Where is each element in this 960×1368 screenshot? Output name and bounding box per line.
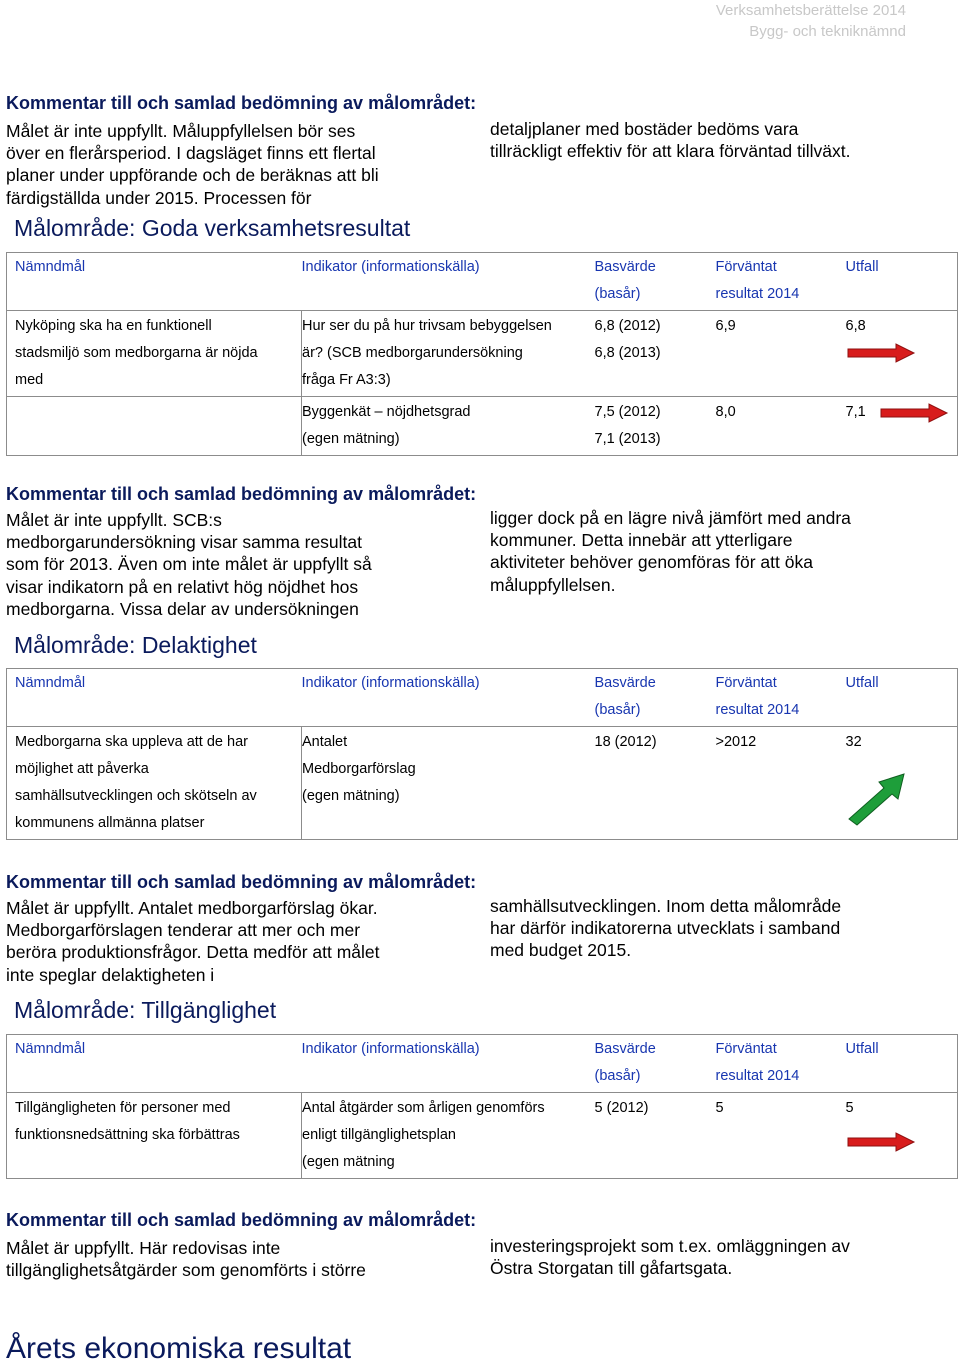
cell-basvarde: 5 (2012) — [595, 1093, 716, 1179]
cell-line: 6,8 (2012) — [594, 318, 661, 334]
cell-line: (egen mätning) — [302, 788, 400, 804]
document-header — [716, 0, 906, 42]
header-line: Förväntat — [715, 675, 777, 691]
text-line: ligger dock på en lägre nivå jämfört med andra — [490, 508, 851, 528]
cell-line: fråga Fr A3:3) — [302, 372, 391, 388]
cell-line: Antalet — [302, 734, 348, 750]
cell-indikator — [302, 397, 595, 456]
table-header-row — [7, 253, 958, 311]
header-forvantat — [716, 253, 838, 311]
area-title: Målområde: Goda verksamhetsresultat — [14, 215, 411, 241]
area-title: Målområde: Tillgänglighet — [14, 997, 277, 1023]
header-utfall: Utfall — [838, 253, 958, 311]
arrow-right-red-icon — [846, 343, 916, 363]
cell-line: 6,8 (2013) — [594, 345, 661, 361]
comment-heading: Kommentar till och samlad bedömning av målområdet: — [6, 93, 477, 113]
comment-heading: Kommentar till och samlad bedömning av målområdet: — [6, 1210, 477, 1230]
arrow-right-red-icon — [879, 403, 949, 423]
table-header-row — [7, 669, 958, 727]
text-line: planer under uppförande och de beräknas att bli — [6, 165, 379, 186]
header-indikator: Indikator (informationskälla) — [302, 1035, 595, 1093]
text-line: medborgarundersökning visar samma resultat — [6, 532, 362, 553]
text-line: beröra produktionsfrågor. Detta medför att målet — [6, 942, 380, 963]
text-line: kommuner. Detta innebär att ytterligare — [490, 530, 793, 551]
cell-line: 5 — [845, 1100, 854, 1116]
goal-table — [6, 668, 958, 840]
cell-line: Byggenkät – nöjdhetsgrad — [302, 404, 471, 420]
text-line: över en flerårsperiod. I dagsläget finns ett flertal — [6, 143, 376, 164]
cell-basvarde — [595, 397, 716, 456]
text-line: Målet är inte uppfyllt. SCB:s — [6, 510, 222, 530]
text-line: måluppfyllelsen. — [490, 574, 616, 595]
text-line: investeringsprojekt som t.ex. omläggningen av — [490, 1236, 850, 1256]
header-line: (basår) — [594, 1068, 641, 1084]
cell-indikator — [302, 311, 595, 397]
cell-namndmal — [7, 311, 302, 397]
comment-text-left — [6, 897, 466, 986]
cell-utfall — [838, 397, 958, 456]
comment-text-left — [6, 509, 466, 620]
header-line: resultat 2014 — [715, 702, 800, 718]
header-line: (basår) — [594, 286, 641, 302]
table-row — [7, 397, 958, 456]
cell-indikator — [302, 1093, 595, 1179]
cell-basvarde — [595, 311, 716, 397]
cell-indikator — [302, 727, 595, 840]
header-namndmal: Nämndmål — [7, 1035, 302, 1093]
table-row — [7, 311, 958, 397]
cell-line: enligt tillgänglighetsplan — [302, 1127, 456, 1143]
cell-line: samhällsutvecklingen och skötseln av — [15, 788, 257, 804]
header-line: resultat 2014 — [715, 1068, 800, 1084]
text-line: med budget 2015. — [490, 940, 632, 961]
cell-line: med — [15, 372, 44, 388]
text-line: tillräckligt effektiv för att klara förväntad tillväxt. — [490, 141, 851, 162]
cell-forvantat: 8,0 — [716, 397, 838, 456]
cell-line: (egen mätning — [302, 1154, 395, 1170]
comment-text-left — [6, 1237, 466, 1281]
area-title: Målområde: Delaktighet — [14, 632, 257, 658]
header-line: Förväntat — [715, 1041, 777, 1057]
cell-line: stadsmiljö som medborgarna är nöjda — [15, 345, 258, 361]
text-line: som för 2013. Även om inte målet är uppfyllt så — [6, 554, 372, 575]
cell-line: Medborgarna ska uppleva att de har — [15, 734, 248, 750]
cell-forvantat: 6,9 — [716, 311, 838, 397]
text-line: aktiviteter behöver genomföras för att öka — [490, 552, 813, 573]
text-line: har därför indikatorerna utvecklats i samband — [490, 918, 841, 939]
comment-text-right — [490, 1235, 930, 1279]
comment-text-left — [6, 120, 466, 209]
header-line: Basvärde — [594, 675, 656, 691]
cell-forvantat: >2012 — [716, 727, 838, 840]
table-header-row — [7, 1035, 958, 1093]
text-line: Östra Storgatan till gåfartsgata. — [490, 1258, 733, 1279]
cell-line: möjlighet att påverka — [15, 761, 149, 777]
goal-table — [6, 252, 958, 456]
cell-line: 6,8 — [845, 318, 866, 334]
header-forvantat — [716, 1035, 838, 1093]
header-namndmal: Nämndmål — [7, 253, 302, 311]
text-line: Målet är uppfyllt. Här redovisas inte — [6, 1238, 281, 1258]
cell-basvarde: 18 (2012) — [595, 727, 716, 840]
cell-line: är? (SCB medborgarundersökning — [302, 345, 523, 361]
header-indikator: Indikator (informationskälla) — [302, 253, 595, 311]
text-line: Målet är inte uppfyllt. Måluppfyllelsen bör ses — [6, 121, 356, 141]
text-line: tillgänglighetsåtgärder som genomförts i större — [6, 1260, 366, 1281]
cell-namndmal — [7, 727, 302, 840]
comment-text-right — [490, 507, 930, 596]
header-basvarde — [595, 253, 716, 311]
comment-heading: Kommentar till och samlad bedömning av målområdet: — [6, 484, 477, 504]
arrow-up-right-green-icon — [846, 770, 908, 826]
cell-line: 7,1 (2013) — [594, 431, 661, 447]
cell-line: Antal åtgärder som årligen genomförs — [302, 1100, 545, 1116]
header-line: (basår) — [594, 702, 641, 718]
table-row — [7, 1093, 958, 1179]
cell-utfall — [838, 1093, 958, 1179]
header-basvarde — [595, 669, 716, 727]
header-line: Basvärde — [594, 259, 656, 275]
cell-forvantat: 5 — [716, 1093, 838, 1179]
header-forvantat — [716, 669, 838, 727]
header-basvarde — [595, 1035, 716, 1093]
arrow-right-red-icon — [846, 1132, 916, 1152]
text-line: visar indikatorn på en relativt hög nöjdhet hos — [6, 576, 359, 597]
cell-line: funktionsnedsättning ska förbättras — [15, 1127, 240, 1143]
text-line: detaljplaner med bostäder bedöms vara — [490, 119, 799, 139]
table-row — [7, 727, 958, 840]
header-utfall: Utfall — [838, 1035, 958, 1093]
cell-namndmal — [7, 397, 302, 456]
text-line: medborgarna. Vissa delar av undersökningen — [6, 598, 359, 619]
cell-utfall — [838, 727, 958, 840]
header-subtitle: Bygg- och tekniknämnd — [749, 23, 906, 40]
header-line: resultat 2014 — [715, 286, 800, 302]
cell-line: Nyköping ska ha en funktionell — [15, 318, 212, 334]
cell-utfall — [838, 311, 958, 397]
text-line: Målet är uppfyllt. Antalet medborgarförslag ökar. — [6, 898, 378, 918]
text-line: inte speglar delaktigheten i — [6, 964, 215, 985]
header-utfall: Utfall — [838, 669, 958, 727]
cell-line: Medborgarförslag — [302, 761, 416, 777]
comment-heading: Kommentar till och samlad bedömning av målområdet: — [6, 872, 477, 892]
cell-line: (egen mätning) — [302, 431, 400, 447]
header-line: Basvärde — [594, 1041, 656, 1057]
text-line: färdigställda under 2015. Processen för — [6, 187, 312, 208]
header-line: Förväntat — [715, 259, 777, 275]
cell-namndmal — [7, 1093, 302, 1179]
text-line: samhällsutvecklingen. Inom detta målområde — [490, 896, 842, 916]
goal-table — [6, 1034, 958, 1179]
comment-text-right — [490, 895, 930, 962]
cell-line: 7,5 (2012) — [594, 404, 661, 420]
cell-line: kommunens allmänna platser — [15, 815, 205, 831]
cell-line: Hur ser du på hur trivsam bebyggelsen — [302, 318, 552, 334]
comment-text-right — [490, 118, 930, 162]
header-indikator: Indikator (informationskälla) — [302, 669, 595, 727]
section-title: Årets ekonomiska resultat — [6, 1332, 352, 1365]
cell-line: 32 — [845, 734, 862, 750]
cell-line: 7,1 — [845, 404, 866, 420]
header-namndmal: Nämndmål — [7, 669, 302, 727]
text-line: Medborgarförslagen tenderar att mer och mer — [6, 920, 361, 941]
header-title: Verksamhetsberättelse 2014 — [715, 2, 906, 19]
cell-line: Tillgängligheten för personer med — [15, 1100, 231, 1116]
